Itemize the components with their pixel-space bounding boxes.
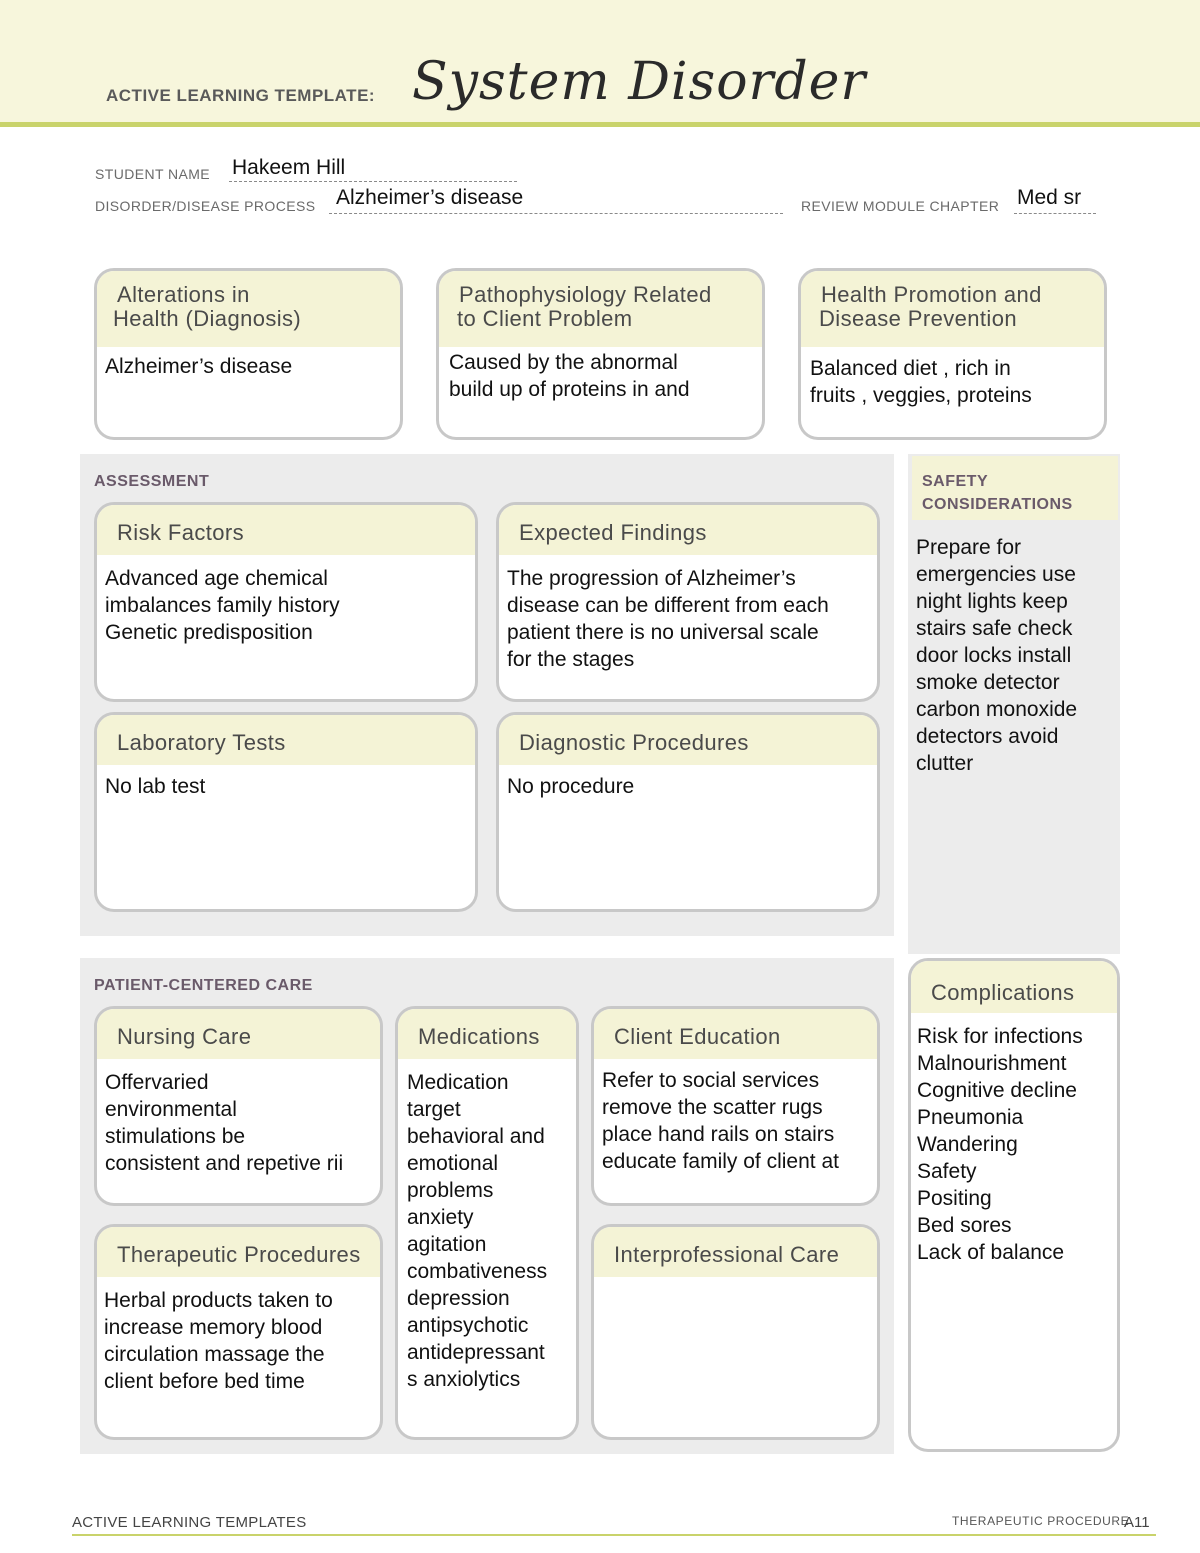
template-title: System Disorder bbox=[412, 52, 867, 112]
client-education-line: educate family of client at bbox=[602, 1150, 839, 1173]
complications-line: Bed sores bbox=[917, 1214, 1012, 1237]
nursing-care-body[interactable] bbox=[97, 1059, 380, 1177]
complications-line: Pneumonia bbox=[917, 1106, 1024, 1129]
laboratory-tests-title: Laboratory Tests bbox=[97, 715, 475, 765]
assessment-label: ASSESSMENT bbox=[94, 473, 210, 490]
risk-factors-line: Genetic predisposition bbox=[105, 621, 313, 644]
chapter-field[interactable]: Med sr bbox=[1017, 186, 1082, 209]
complications-line: Safety bbox=[917, 1160, 977, 1183]
medications-line: target bbox=[407, 1098, 461, 1121]
student-name-line bbox=[229, 181, 517, 182]
medications-title: Medications bbox=[398, 1009, 576, 1059]
safety-title-1: SAFETY bbox=[922, 473, 989, 490]
footer-right: THERAPEUTIC PROCEDURE bbox=[952, 1514, 1130, 1528]
disorder-label: DISORDER/DISEASE PROCESS bbox=[95, 198, 316, 214]
safety-line: door locks install bbox=[916, 644, 1072, 667]
client-education-line: place hand rails on stairs bbox=[602, 1123, 835, 1146]
medications-line: antidepressant bbox=[407, 1341, 545, 1364]
diagnostic-procedures-text[interactable]: No procedure bbox=[507, 775, 635, 798]
client-education-body[interactable] bbox=[594, 1059, 877, 1175]
nursing-care-line: consistent and repetive rii bbox=[105, 1152, 344, 1175]
student-name-field[interactable]: Hakeem Hill bbox=[232, 156, 346, 179]
complications-line: Malnourishment bbox=[917, 1052, 1067, 1075]
alterations-title-2: Health (Diagnosis) bbox=[113, 306, 302, 331]
health-promotion-title-1: Health Promotion and bbox=[821, 282, 1042, 307]
health-promotion-text-1[interactable]: Balanced diet , rich in bbox=[810, 357, 1011, 380]
complications-line: Wandering bbox=[917, 1133, 1018, 1156]
health-promotion-title-2: Disease Prevention bbox=[819, 306, 1017, 331]
laboratory-tests-card bbox=[94, 712, 478, 912]
complications-line: Lack of balance bbox=[917, 1241, 1065, 1264]
chapter-line bbox=[1014, 213, 1096, 214]
medications-body[interactable] bbox=[398, 1059, 576, 1393]
patient-care-label: PATIENT-CENTERED CARE bbox=[94, 977, 313, 994]
client-education-card bbox=[591, 1006, 880, 1206]
therapeutic-procedures-body[interactable] bbox=[97, 1277, 380, 1395]
safety-line: detectors avoid bbox=[916, 725, 1059, 748]
nursing-care-line: Offervaried bbox=[105, 1071, 209, 1094]
nursing-care-line: stimulations be bbox=[105, 1125, 246, 1148]
medications-line: problems bbox=[407, 1179, 494, 1202]
complications-line: Risk for infections bbox=[917, 1025, 1083, 1048]
diagnostic-procedures-card bbox=[496, 712, 880, 912]
pathophysiology-text-2[interactable]: build up of proteins in and bbox=[449, 378, 690, 401]
safety-header bbox=[912, 456, 1118, 520]
interprofessional-care-body[interactable] bbox=[594, 1277, 877, 1283]
safety-title-2: CONSIDERATIONS bbox=[922, 496, 1073, 513]
expected-findings-line: disease can be different from each bbox=[507, 594, 829, 617]
alterations-title-1: Alterations in bbox=[117, 282, 250, 307]
pathophysiology-title-2: to Client Problem bbox=[457, 306, 633, 331]
medications-line: combativeness bbox=[407, 1260, 548, 1283]
complications-body[interactable] bbox=[911, 1013, 1117, 1266]
pathophysiology-card bbox=[436, 268, 765, 440]
therapeutic-procedures-card bbox=[94, 1224, 383, 1440]
complications-line: Positing bbox=[917, 1187, 992, 1210]
health-promotion-card bbox=[798, 268, 1107, 440]
safety-line: carbon monoxide bbox=[916, 698, 1078, 721]
client-education-line: Refer to social services bbox=[602, 1069, 820, 1092]
header-rule bbox=[0, 122, 1200, 127]
therapeutic-procedures-line: Herbal products taken to bbox=[104, 1289, 333, 1312]
medications-card bbox=[395, 1006, 579, 1440]
safety-line: stairs safe check bbox=[916, 617, 1073, 640]
client-education-title: Client Education bbox=[594, 1009, 877, 1059]
disorder-field[interactable]: Alzheimer’s disease bbox=[336, 186, 524, 209]
safety-body[interactable] bbox=[916, 534, 1116, 777]
medications-line: behavioral and bbox=[407, 1125, 545, 1148]
disorder-line bbox=[329, 213, 783, 214]
therapeutic-procedures-line: increase memory blood bbox=[104, 1316, 323, 1339]
risk-factors-title: Risk Factors bbox=[97, 505, 475, 555]
complications-line: Cognitive decline bbox=[917, 1079, 1077, 1102]
chapter-label: REVIEW MODULE CHAPTER bbox=[801, 198, 1000, 214]
safety-line: emergencies use bbox=[916, 563, 1076, 586]
alterations-text[interactable]: Alzheimer’s disease bbox=[105, 355, 293, 378]
interprofessional-care-card bbox=[591, 1224, 880, 1440]
template-label: ACTIVE LEARNING TEMPLATE: bbox=[106, 86, 376, 105]
risk-factors-body[interactable] bbox=[97, 555, 475, 646]
complications-title: Complications bbox=[911, 961, 1117, 1013]
medications-line: agitation bbox=[407, 1233, 487, 1256]
client-education-line: remove the scatter rugs bbox=[602, 1096, 823, 1119]
medications-line: Medication bbox=[407, 1071, 509, 1094]
health-promotion-text-2[interactable]: fruits , veggies, proteins bbox=[810, 384, 1032, 407]
medications-line: anxiety bbox=[407, 1206, 474, 1229]
risk-factors-card bbox=[94, 502, 478, 702]
expected-findings-card bbox=[496, 502, 880, 702]
nursing-care-line: environmental bbox=[105, 1098, 237, 1121]
expected-findings-line: The progression of Alzheimer’s bbox=[507, 567, 796, 590]
medications-line: depression bbox=[407, 1287, 510, 1310]
therapeutic-procedures-title: Therapeutic Procedures bbox=[97, 1227, 380, 1277]
expected-findings-line: patient there is no universal scale bbox=[507, 621, 819, 644]
expected-findings-line: for the stages bbox=[507, 648, 635, 671]
safety-line: Prepare for bbox=[916, 536, 1022, 559]
pathophysiology-title-1: Pathophysiology Related bbox=[459, 282, 712, 307]
footer-page-number: A11 bbox=[1124, 1514, 1150, 1531]
footer-left: ACTIVE LEARNING TEMPLATES bbox=[72, 1514, 307, 1531]
interprofessional-care-title: Interprofessional Care bbox=[594, 1227, 877, 1277]
therapeutic-procedures-line: client before bed time bbox=[104, 1370, 305, 1393]
therapeutic-procedures-line: circulation massage the bbox=[104, 1343, 325, 1366]
expected-findings-title: Expected Findings bbox=[499, 505, 877, 555]
medications-line: emotional bbox=[407, 1152, 499, 1175]
medications-line: antipsychotic bbox=[407, 1314, 529, 1337]
safety-line: smoke detector bbox=[916, 671, 1060, 694]
risk-factors-line: Advanced age chemical bbox=[105, 567, 328, 590]
student-name-label: STUDENT NAME bbox=[95, 166, 210, 182]
nursing-care-title: Nursing Care bbox=[97, 1009, 380, 1059]
risk-factors-line: imbalances family history bbox=[105, 594, 340, 617]
laboratory-tests-text[interactable]: No lab test bbox=[105, 775, 206, 798]
pathophysiology-text-1[interactable]: Caused by the abnormal bbox=[449, 351, 678, 374]
footer-rule bbox=[72, 1534, 1156, 1536]
diagnostic-procedures-title: Diagnostic Procedures bbox=[499, 715, 877, 765]
expected-findings-body[interactable] bbox=[499, 555, 877, 673]
medications-line: s anxiolytics bbox=[407, 1368, 521, 1391]
complications-card bbox=[908, 958, 1120, 1452]
alterations-card bbox=[94, 268, 403, 440]
nursing-care-card bbox=[94, 1006, 383, 1206]
safety-line: night lights keep bbox=[916, 590, 1068, 613]
safety-line: clutter bbox=[916, 752, 974, 775]
